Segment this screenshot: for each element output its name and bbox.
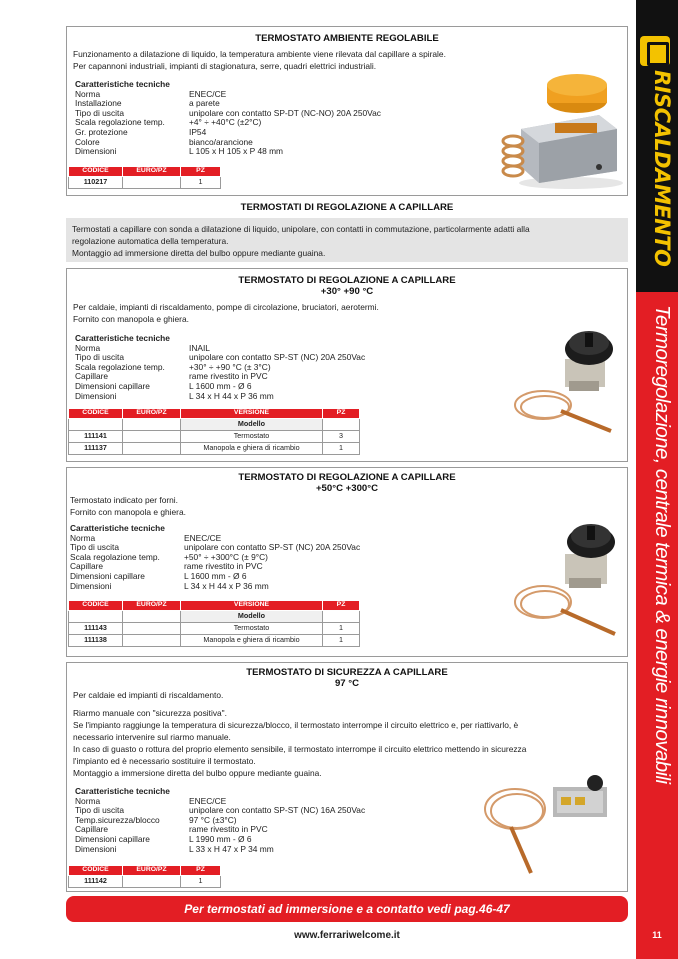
radiator-icon — [640, 36, 670, 66]
wall-thermostat-image — [499, 71, 629, 193]
capillary-thermostat-image — [511, 514, 627, 640]
product-table: CODICE EURO/PZ PZ 110217 1 — [68, 166, 221, 189]
description: Per caldaie ed impianti di riscaldamento. Riarmo manuale con "sicurezza positiva". Se l'impianto raggiunge la temperatura di sicurezza/blocco, il termostato interrompe il circuito elettrico e, per riattivarlo, è necessario intervenire sul riarmo manuale. In caso di guasto o rottura del proprio elemento sensibile, il termostato interrompe il circuito elettrico mettendo in sicurezza l'impianto ed è necessario sostituire il termostato. Montaggio a immersione diretta del bulbo oppure mediante guaina. — [73, 690, 527, 778]
section-capillare-30-90 — [66, 268, 628, 462]
table-row: 111143 Termostato 1 — [69, 623, 360, 635]
description: Funzionamento a dilatazione di liquido, la temperatura ambiente viene rilevata dal capillare a spirale. Per capannoni industriali, impianti di stagionatura, serre, quadri elettrici industriali. — [73, 49, 446, 71]
section-capillare-intro — [66, 218, 628, 262]
specs-list: Caratteristiche tecniche Norma ENEC/CE Tipo di uscita unipolare con contatto SP-ST (NC) 20A 250Vac Scala regolazione temp. +50° ÷ +300°C (± 9°C) Capillare rame rivestito in PVC Dimensioni capillare L 1600 mm - Ø 6 Dimensioni L 34 x H 44 x P 36 mm — [70, 523, 361, 591]
section-capillare-50-300 — [66, 467, 628, 657]
section-title: TERMOSTATO DI REGOLAZIONE A CAPILLARE — [238, 275, 456, 286]
model-label: Modello — [181, 611, 323, 623]
safety-thermostat-image — [475, 769, 625, 879]
section-termostato-ambiente — [66, 26, 628, 196]
product-table: CODICE EURO/PZ VERSIONE PZ Modello 111143 Termostato 1 111138 Manopola e ghiera di ricambio 1 — [68, 600, 360, 647]
section-subtitle: +30° +90 °C — [320, 286, 374, 297]
section-subtitle: +50°C +300°C — [315, 483, 379, 494]
table-row: 111137 Manopola e ghiera di ricambio 1 — [69, 443, 360, 455]
section-title: TERMOSTATO DI REGOLAZIONE A CAPILLARE — [238, 472, 456, 483]
product-table: CODICE EURO/PZ PZ 111142 1 — [68, 865, 221, 888]
product-table: CODICE EURO/PZ VERSIONE PZ Modello 111141 Termostato 3 111137 Manopola e ghiera di ricambio 1 — [68, 408, 360, 455]
description: Per caldaie, impianti di riscaldamento, pompe di circolazione, bruciatori, aerotermi. Fornito con manopola e ghiera. — [73, 302, 379, 324]
table-row: 111141 Termostato 3 — [69, 431, 360, 443]
specs-list: Caratteristiche tecniche Norma ENEC/CE Tipo di uscita unipolare con contatto SP-ST (NC) 16A 250Vac Temp.sicurezza/blocco 97 °C (±3°C) Capillare rame rivestito in PVC Dimensioni capillare L 1990 mm - Ø 6 Dimensioni L 33 x H 47 x P 34 mm — [75, 786, 366, 854]
cross-reference-banner[interactable]: Per termostati ad immersione e a contatto vedi pag.46-47 — [66, 896, 628, 922]
description: Termostato indicato per forni. Fornito con manopola e ghiera. — [70, 495, 186, 517]
section-subtitle: 97 °C — [334, 678, 360, 689]
specs-list: Caratteristiche tecniche Norma INAIL Tipo di uscita unipolare con contatto SP-ST (NC) 20A 250Vac Scala regolazione temp. +30° ÷ +90 °C (± 3°C) Capillare rame rivestito in PVC Dimensioni capillare L 1600 mm - Ø 6 Dimensioni L 34 x H 44 x P 36 mm — [75, 333, 366, 401]
category-title: RISCALDAMENTO — [650, 70, 674, 267]
category-subtitle: Termoregolazione, centrale termica & energie rinnovabili — [651, 305, 674, 784]
section-title: TERMOSTATO DI SICUREZZA A CAPILLARE — [246, 667, 448, 678]
description: Termostati a capillare con sonda a dilatazione di liquido, unipolare, con contatti in commutazione, particolarmente adatti alla regolazione automatica della temperatura. Montaggio ad immersione diretta del bulbo oppure mediante guaina. — [72, 224, 530, 258]
section-title-capillare: TERMOSTATI DI REGOLAZIONE A CAPILLARE — [240, 202, 454, 213]
table-row: 110217 1 — [69, 177, 221, 189]
table-row: 111138 Manopola e ghiera di ricambio 1 — [69, 635, 360, 647]
page-number: 11 — [652, 930, 662, 940]
website-link[interactable]: www.ferrariwelcome.it — [294, 930, 400, 941]
section-sicurezza — [66, 662, 628, 892]
specs-list: Caratteristiche tecniche Norma ENEC/CE Installazione a parete Tipo di uscita unipolare con contatto SP-DT (NC-NO) 20A 250Vac Scala regolazione temp. +4° ÷ +40°C (±2°C) Gr. protezione IP54 Colore bianco/arancione Dimensioni L 105 x H 105 x P 48 mm — [75, 79, 381, 157]
capillary-thermostat-image — [509, 319, 625, 437]
table-row: 111142 1 — [69, 876, 221, 888]
section-title: TERMOSTATO AMBIENTE REGOLABILE — [255, 33, 439, 44]
model-label: Modello — [181, 419, 323, 431]
